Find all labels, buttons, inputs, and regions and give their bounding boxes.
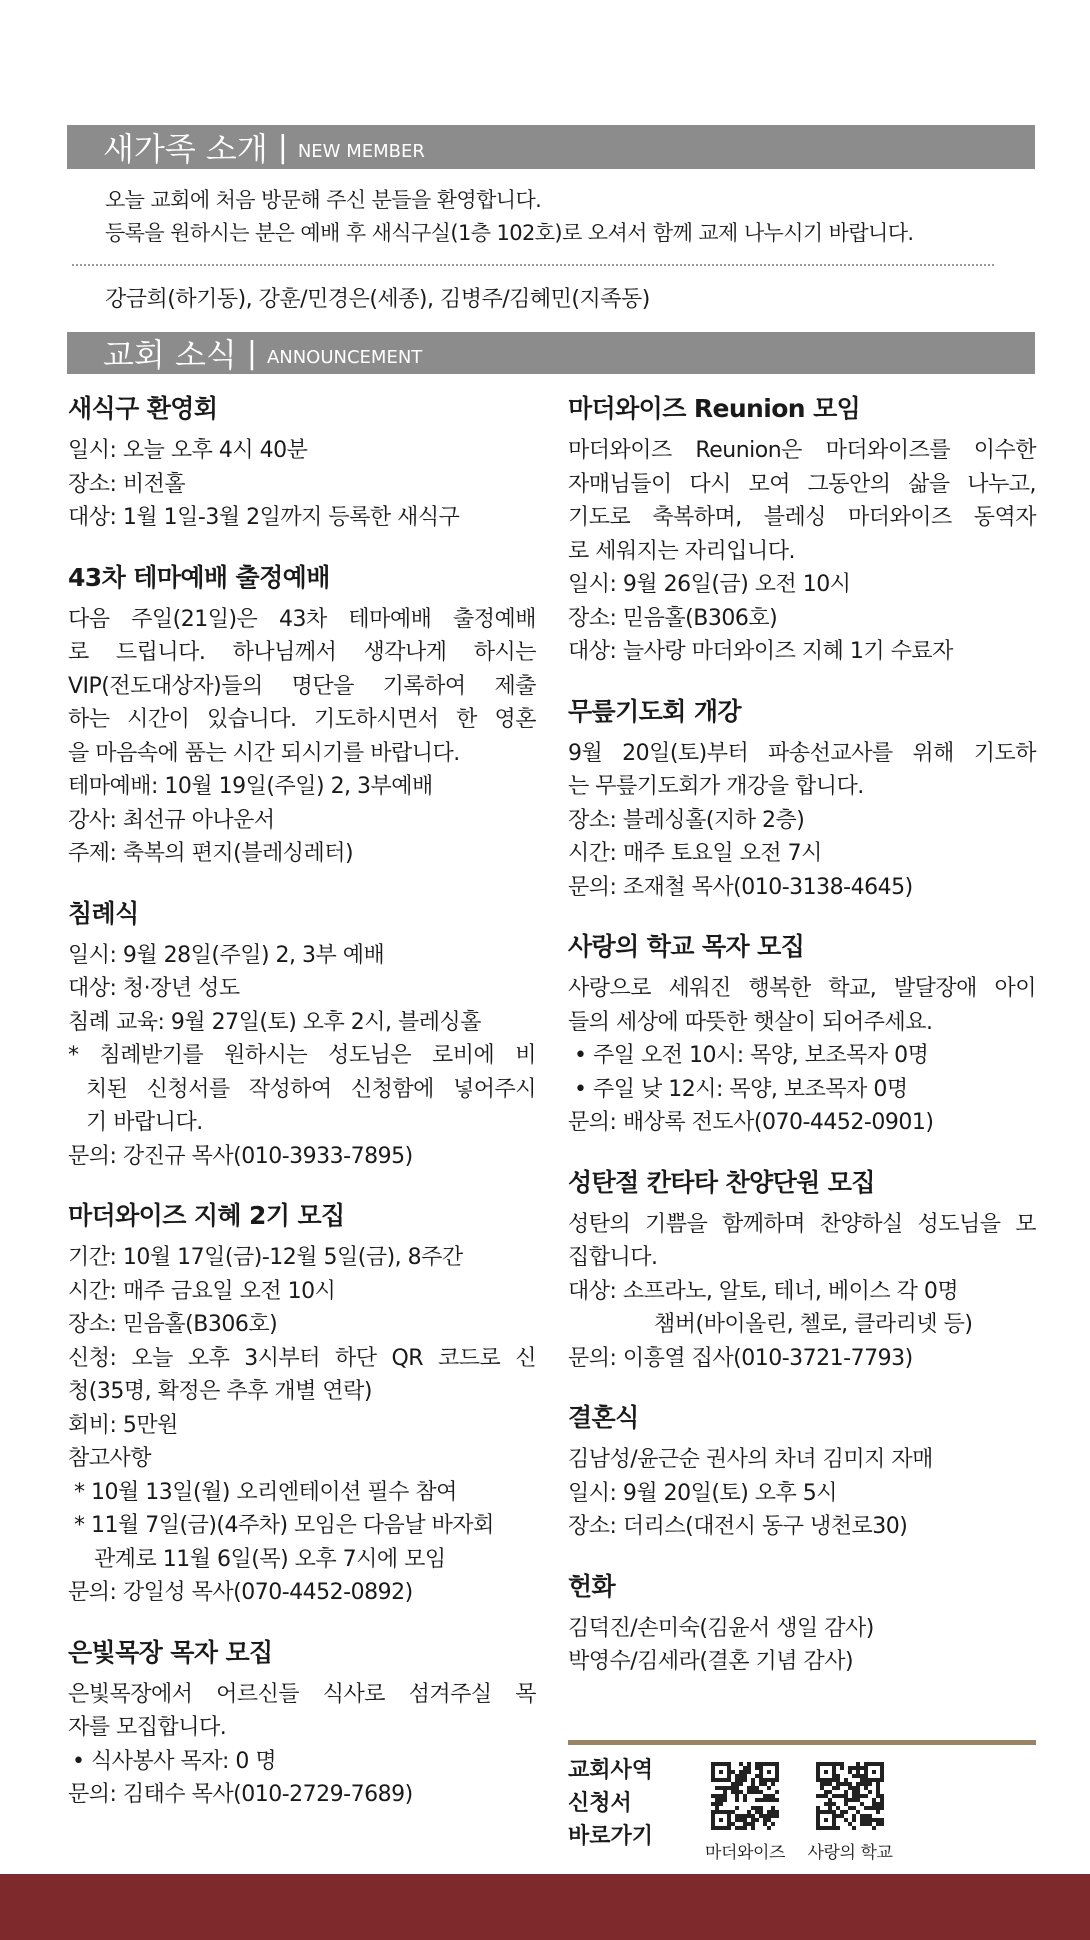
new-member-intro xyxy=(105,184,913,250)
qr-caption: 사랑의 학교 xyxy=(807,1843,893,1863)
section-knee-prayer xyxy=(568,695,1036,905)
section-welcome-party xyxy=(68,392,536,535)
section-title: 무릎기도회 개강 xyxy=(568,696,741,726)
section-line: 기간: 10월 17일(금)-12월 5일(금), 8주간 xyxy=(68,1245,463,1270)
section-title: 헌화 xyxy=(568,1571,616,1601)
section-christmas-cantata xyxy=(568,1166,1036,1376)
right-column xyxy=(568,392,1036,1705)
section-title: 새식구 환영회 xyxy=(68,394,218,423)
section-line: 일시: 9월 20일(토) 오후 5시 xyxy=(568,1480,838,1506)
section-line: 는 무릎기도회가 개강을 합니다. xyxy=(568,774,864,799)
section-line: 박영수/김세라(결혼 기념 감사) xyxy=(568,1649,854,1674)
qr-code-icon[interactable] xyxy=(816,1762,884,1830)
section-theme-worship xyxy=(68,561,536,871)
section-line: * 11월 7일(금)(4주차) 모임은 다음날 바자회 xyxy=(74,1513,494,1538)
section-line: 문의: 이흥열 집사(010-3721-7793) xyxy=(568,1345,913,1371)
section-line: 을 마음속에 품는 시간 되시기를 바랍니다. xyxy=(68,740,460,766)
qr-code-icon[interactable] xyxy=(711,1762,779,1830)
section-line: 장소: 믿음홀(B306호) xyxy=(568,605,778,631)
section-line: 일시: 9월 26일(금) 오전 10시 xyxy=(568,572,851,597)
section-line: 문의: 배상록 전도사(070-4452-0901) xyxy=(568,1110,934,1135)
section-baptism xyxy=(68,897,536,1174)
section-wedding xyxy=(568,1401,1036,1544)
qr-title-line: 신청서 xyxy=(568,1791,632,1816)
section-line: 자를 모집합니다. xyxy=(68,1715,227,1740)
section-line: 일시: 9월 28일(주일) 2, 3부 예배 xyxy=(68,942,385,968)
new-member-header xyxy=(67,125,1035,169)
section-title: 성탄절 칸타타 찬양단원 모집 xyxy=(568,1167,875,1197)
dotted-divider xyxy=(72,264,994,266)
section-line: 문의: 강일성 목사(070-4452-0892) xyxy=(68,1580,413,1605)
section-title: 43차 테마예배 출정예배 xyxy=(68,562,330,592)
left-column xyxy=(68,392,536,1838)
section-line: 장소: 비전홀 xyxy=(68,471,186,497)
section-line: * 침례받기를 원하시는 성도님은 로비에 비 xyxy=(68,1043,536,1068)
section-line: • 주일 오전 10시: 목양, 보조목자 0명 xyxy=(574,1043,929,1068)
section-line: 9월 20일(토)부터 파송선교사를 위해 기도하 xyxy=(568,740,1036,766)
section-line: 문의: 강진규 목사(010-3933-7895) xyxy=(68,1143,413,1169)
section-line: 장소: 블레싱홀(지하 2층) xyxy=(568,807,805,833)
section-line: 사랑으로 세워진 행복한 학교, 발달장애 아이 xyxy=(568,976,1036,1001)
announcement-title: 교회 소식 xyxy=(103,336,237,374)
section-line: 치된 신청서를 작성하여 신청함에 넣어주시 xyxy=(86,1076,536,1102)
section-line: 문의: 조재철 목사(010-3138-4645) xyxy=(568,874,913,900)
section-line: 하는 시간이 있습니다. 기도하시면서 한 영혼 xyxy=(68,707,536,732)
qr-motherwise[interactable] xyxy=(695,1762,795,1863)
section-line: 자매님들이 다시 모여 그동안의 삶을 나누고, xyxy=(568,471,1036,497)
new-member-title: 새가족 소개 xyxy=(103,130,268,168)
section-line: 로 드립니다. 하나님께서 생각나게 하시는 xyxy=(68,640,536,665)
section-line: 로 세워지는 자리입니다. xyxy=(568,538,796,564)
qr-title-line: 교회사역 xyxy=(568,1758,654,1783)
qr-section-title xyxy=(568,1754,653,1853)
section-line: 테마예배: 10월 19일(주일) 2, 3부예배 xyxy=(68,774,433,799)
section-line: 장소: 더리스(대전시 동구 냉천로30) xyxy=(568,1514,908,1539)
section-line: 문의: 김태수 목사(010-2729-7689) xyxy=(68,1782,413,1807)
section-line: 김남성/윤근순 권사의 차녀 김미지 자매 xyxy=(568,1447,933,1472)
section-title: 은빛목장 목자 모집 xyxy=(68,1637,273,1667)
qr-love-school[interactable] xyxy=(800,1762,900,1863)
section-line: VIP(전도대상자)들의 명단을 기록하여 제출 xyxy=(68,673,536,699)
section-line: 대상: 늘사랑 마더와이즈 지혜 1기 수료자 xyxy=(568,639,953,664)
section-title: 사랑의 학교 목자 모집 xyxy=(568,932,805,961)
section-line: 일시: 오늘 오후 4시 40분 xyxy=(68,438,308,463)
section-title: 침례식 xyxy=(68,898,139,928)
section-line: 주제: 축복의 편지(블레싱레터) xyxy=(68,841,354,866)
section-line: 김덕진/손미숙(김윤서 생일 감사) xyxy=(568,1615,874,1641)
qr-divider xyxy=(568,1740,1036,1745)
section-title: 결혼식 xyxy=(568,1403,639,1432)
section-line: 강사: 최선규 아나운서 xyxy=(68,807,275,833)
section-silver-ranch xyxy=(68,1636,536,1812)
intro-line: 오늘 교회에 처음 방문해 주신 분들을 환영합니다. xyxy=(105,188,542,212)
section-line: 마더와이즈 Reunion은 마더와이즈를 이수한 xyxy=(568,438,1036,463)
announcement-header xyxy=(67,332,1035,374)
new-member-names: 강금희(하기동), 강훈/민경은(세종), 김병주/김혜민(지족동) xyxy=(105,287,650,312)
section-line: 침례 교육: 9월 27일(토) 오후 2시, 블레싱홀 xyxy=(68,1009,482,1035)
section-line: 참고사항 xyxy=(68,1446,152,1471)
header-divider: | xyxy=(246,335,257,371)
section-line: 들의 세상에 따뜻한 햇살이 되어주세요. xyxy=(568,1009,933,1035)
footer-bar xyxy=(0,1874,1090,1940)
section-line: 대상: 청·장년 성도 xyxy=(68,976,240,1001)
section-line: 시간: 매주 금요일 오전 10시 xyxy=(68,1278,336,1304)
intro-line: 등록을 원하시는 분은 예배 후 새식구실(1층 102호)로 오셔서 함께 교제 나누시기 바랍니다. xyxy=(105,221,914,245)
section-title: 마더와이즈 지혜 2기 모집 xyxy=(68,1201,345,1230)
new-member-title-en: NEW MEMBER xyxy=(297,140,425,162)
section-line: 대상: 소프라노, 알토, 테너, 베이스 각 0명 xyxy=(568,1278,959,1304)
section-line: 관계로 11월 6일(목) 오후 7시에 모임 xyxy=(94,1546,446,1572)
section-line: 신청: 오늘 오후 3시부터 하단 QR 코드로 신 xyxy=(68,1345,536,1371)
section-line: 다음 주일(21일)은 43차 테마예배 출정예배 xyxy=(68,606,536,632)
section-line: * 10월 13일(월) 오리엔테이션 필수 참여 xyxy=(74,1479,457,1505)
header-divider: | xyxy=(277,129,288,165)
section-line: 시간: 매주 토요일 오전 7시 xyxy=(568,841,822,866)
section-motherwise-reunion xyxy=(568,392,1036,669)
section-line: 대상: 1월 1일-3월 2일까지 등록한 새식구 xyxy=(68,505,460,530)
section-line: 장소: 믿음홀(B306호) xyxy=(68,1312,278,1337)
section-line: 챔버(바이올린, 첼로, 클라리넷 등) xyxy=(654,1312,973,1337)
section-love-school xyxy=(568,930,1036,1140)
section-title: 마더와이즈 Reunion 모임 xyxy=(568,394,861,423)
section-flowers xyxy=(568,1570,1036,1679)
section-line: 기 바랍니다. xyxy=(86,1110,203,1135)
section-line: 집합니다. xyxy=(568,1245,658,1270)
section-line: • 주일 낮 12시: 목양, 보조목자 0명 xyxy=(574,1076,908,1102)
section-line: 기도로 축복하며, 블레싱 마더와이즈 동역자 xyxy=(568,505,1036,530)
qr-title-line: 바로가기 xyxy=(568,1824,654,1849)
section-line: 은빛목장에서 어르신들 식사로 섬겨주실 목 xyxy=(68,1681,536,1707)
section-line: 성탄의 기쁨을 함께하며 찬양하실 성도님을 모 xyxy=(568,1211,1036,1237)
announcement-title-en: ANNOUNCEMENT xyxy=(266,346,423,368)
section-line: 회비: 5만원 xyxy=(68,1412,178,1438)
qr-caption: 마더와이즈 xyxy=(704,1843,786,1863)
section-line: 청(35명, 확정은 추후 개별 연락) xyxy=(68,1379,372,1404)
section-motherwise-2 xyxy=(68,1199,536,1610)
section-line: • 식사봉사 목자: 0 명 xyxy=(72,1748,277,1774)
